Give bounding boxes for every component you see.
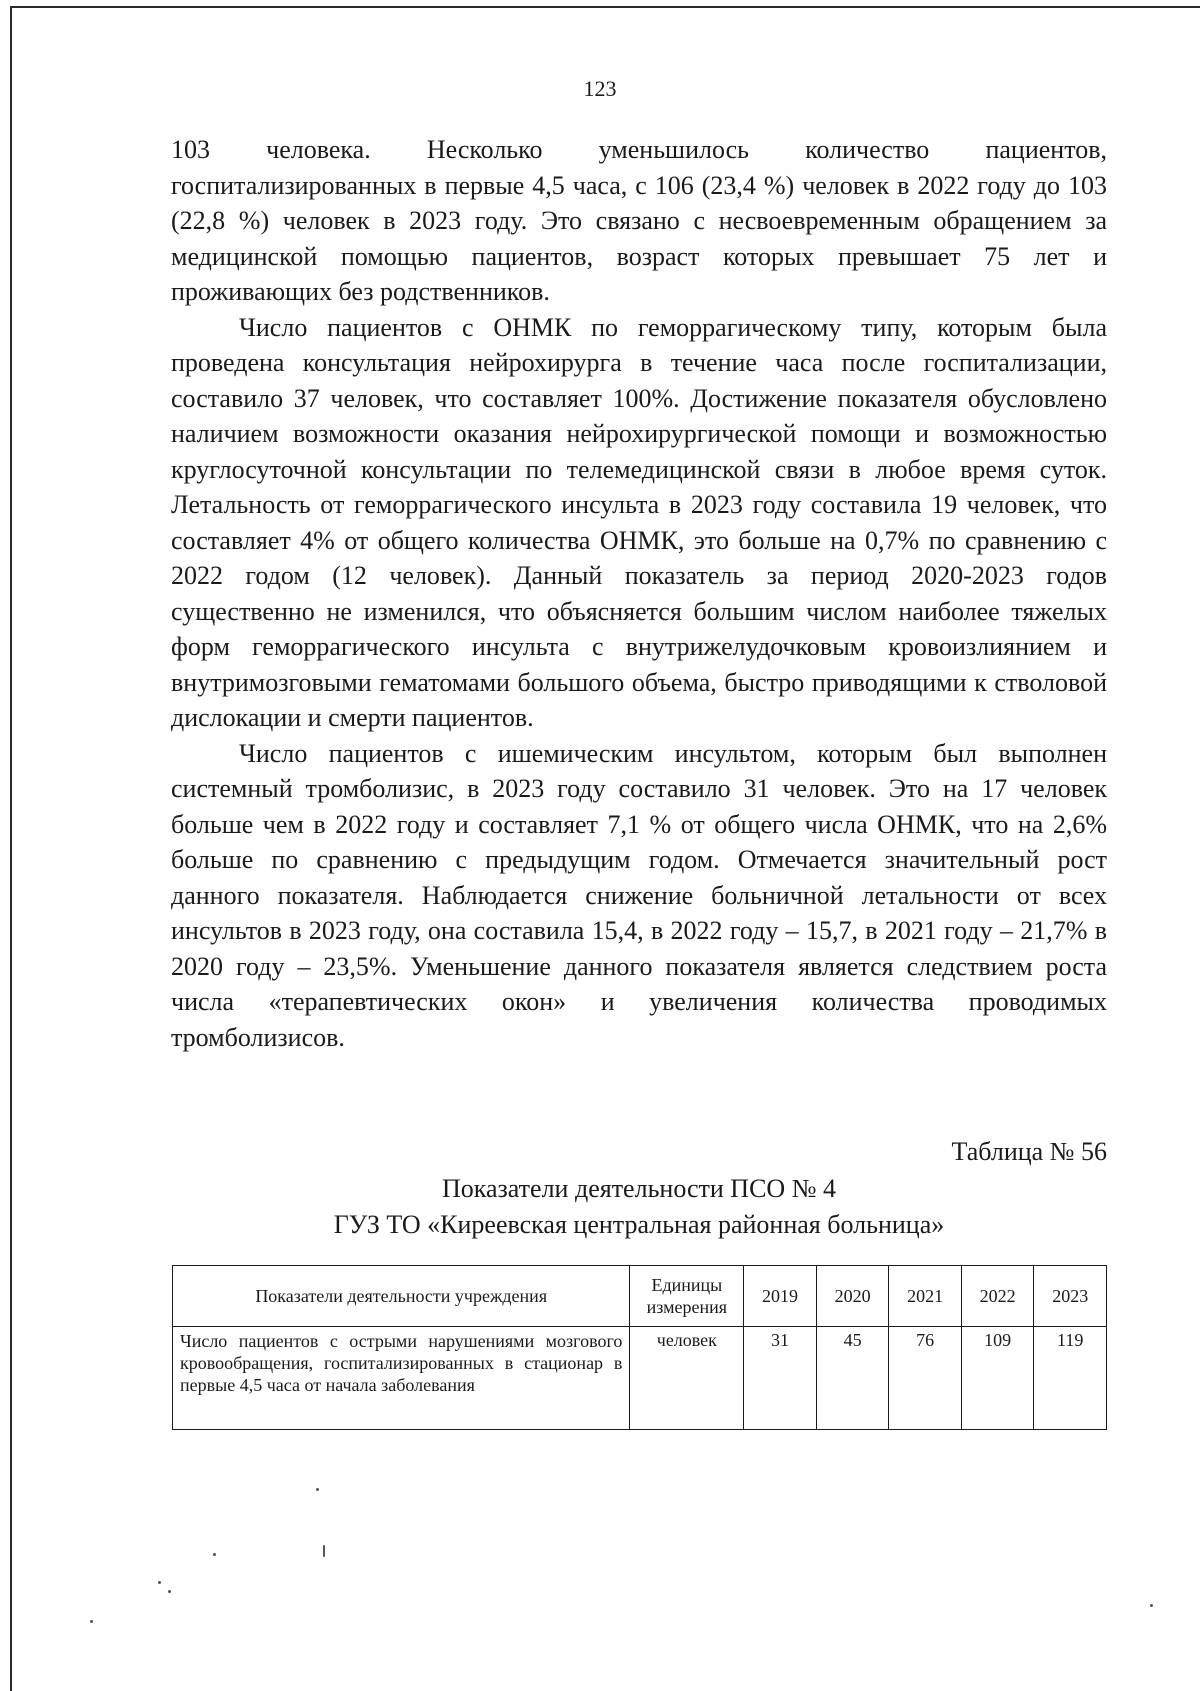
scan-edge-top: [10, 6, 1200, 8]
cell-unit: человек: [630, 1327, 744, 1430]
scan-speck: [323, 1545, 325, 1557]
header-year-2023: 2023: [1034, 1266, 1107, 1327]
cell-value-2021: 76: [889, 1327, 962, 1430]
header-year-2019: 2019: [744, 1266, 817, 1327]
table-header-row: [173, 1266, 1107, 1327]
indicators-table: [172, 1265, 1107, 1430]
header-year-2022: 2022: [961, 1266, 1034, 1327]
header-year-2020: 2020: [816, 1266, 889, 1327]
table-row: [173, 1327, 1107, 1430]
scan-speck: [168, 1590, 171, 1593]
page-number: 123: [583, 76, 617, 101]
scan-speck: [316, 1488, 319, 1491]
header-year-2021: 2021: [889, 1266, 962, 1327]
cell-value-2022: 109: [961, 1327, 1034, 1430]
header-unit: Единицы измерения: [630, 1266, 744, 1327]
table-title-line-1: Показатели деятельности ПСО № 4: [441, 1174, 837, 1203]
scan-speck: [1150, 1604, 1153, 1607]
paragraph-ischemic: Число пациентов с ишемическим инсультом, которым был выполнен системный тромболизис, в 2023 году составило 31 человек. Это на 17 человек больше чем в 2022 году и составляет 7,1 % от общего числа ОНМК, что на 2,6% больше по сравнению с предыдущим годом. Отмечается значительный рост данного показателя. Наблюдается снижение больничной летальности от всех инсультов в 2023 году, она составила 15,4, в 2022 году – 15,7, в 2021 году – 21,7% в 2020 году – 23,5%. Уменьшение данного показателя является следствием роста числа «терапевтических окон» и увеличения количества проводимых тромболизисов.: [171, 738, 1107, 1052]
cell-value-2023: 119: [1034, 1327, 1107, 1430]
table-label: Таблица № 56: [951, 1137, 1107, 1166]
cell-value-2020: 45: [816, 1327, 889, 1430]
cell-indicator: Число пациентов с острыми нарушениями мозгового кровообращения, госпитализированных в стационар в первые 4,5 часа от начала заболевания: [173, 1327, 630, 1430]
cell-value-2019: 31: [744, 1327, 817, 1430]
table-title-line-2: ГУЗ ТО «Киреевская центральная районная больница»: [333, 1210, 945, 1239]
scan-speck: [158, 1581, 161, 1584]
body-text: [171, 132, 1107, 1055]
paragraph-continuation: 103 человека. Несколько уменьшилось количество пациентов, госпитализированных в первые 4,5 часа, с 106 (23,4 %) человек в 2022 году до 103 (22,8 %) человек в 2023 году. Это связано с несвоевременным обращением за медицинской помощью пациентов, возраст которых превышает 75 лет и проживающих без родственников.: [171, 135, 1107, 306]
scan-speck: [213, 1553, 216, 1556]
table-title: [171, 1171, 1107, 1243]
header-indicator: Показатели деятельности учреждения: [173, 1266, 630, 1327]
scan-speck: [90, 1620, 93, 1623]
scan-edge-left: [10, 6, 12, 1691]
paragraph-hemorrhagic: Число пациентов с ОНМК по геморрагическому типу, которым была проведена консультация нейрохирурга в течение часа после госпитализации, составило 37 человек, что составляет 100%. Достижение показателя обусловлено наличием возможности оказания нейрохирургической помощи и возможностью круглосуточной консультации по телемедицинской связи в любое время суток. Летальность от геморрагического инсульта в 2023 году составила 19 человек, что составляет 4% от общего количества ОНМК, это больше на 0,7% по сравнению с 2022 годом (12 человек). Данный показатель за период 2020-2023 годов существенно не изменился, что объясняется большим числом наиболее тяжелых форм геморрагического инсульта с внутрижелудочковым кровоизлиянием и внутримозговыми гематомами большого объема, быстро приводящими к стволовой дислокации и смерти пациентов.: [171, 312, 1107, 732]
